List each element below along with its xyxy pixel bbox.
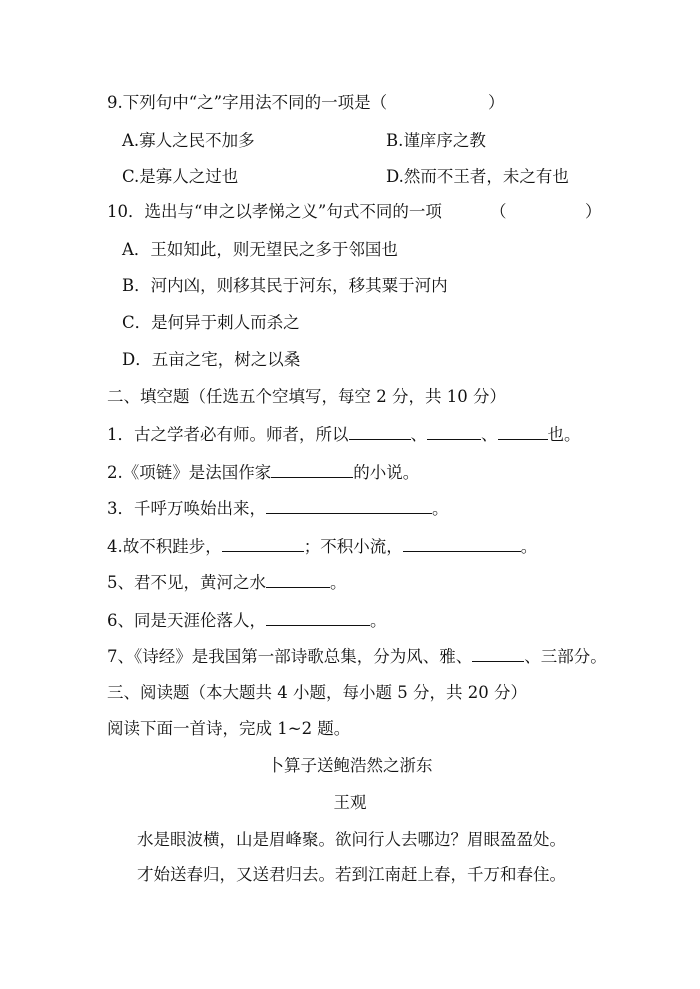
fill-item-6-end: 。 (370, 611, 387, 630)
fill-item-6 (107, 609, 387, 632)
fill-item-6-text: 6、同是天涯伦落人， (107, 611, 266, 630)
fill-item-4-text: 4.故不积跬步， (107, 537, 222, 556)
answer-blank[interactable] (472, 645, 524, 662)
fill-item-7-end: 、三部分。 (524, 647, 607, 666)
fill-item-7-text: 7、《诗经》是我国第一部诗歌总集，分为风、雅、 (107, 647, 473, 666)
q10-stem: 10．选出与“申之以孝悌之义”句式不同的一项 (107, 202, 442, 221)
q9-option-c: C.是寡人之过也 (122, 167, 239, 186)
q10-paren-close: ） (585, 202, 602, 221)
answer-blank[interactable] (222, 535, 304, 552)
q9-option-d: D.然而不王者，未之有也 (386, 167, 569, 186)
fill-item-5-text: 5、君不见，黄河之水 (107, 573, 266, 592)
poem-author: 王观 (333, 793, 367, 812)
answer-blank[interactable] (266, 609, 370, 626)
answer-blank[interactable] (427, 423, 481, 440)
section2-heading: 二、填空题（任选五个空填写，每空 2 分，共 10 分） (107, 387, 506, 406)
fill-item-3 (107, 497, 449, 520)
poem-title: 卜算子送鲍浩然之浙东 (267, 756, 433, 775)
fill-item-2-end: 的小说。 (353, 463, 420, 482)
q10-option-a: A．王如知此，则无望民之多于邻国也 (122, 240, 398, 259)
q10-option-b: B．河内凶，则移其民于河东，移其粟于河内 (122, 276, 448, 295)
q10-option-d: D．五亩之宅，树之以桑 (122, 350, 301, 369)
answer-blank[interactable] (403, 535, 521, 552)
fill-item-3-text: 3．千呼万唤始出来， (107, 499, 266, 518)
q9-option-b: B.谨庠序之教 (386, 131, 486, 150)
fill-item-4-end: 。 (520, 537, 538, 556)
q10-option-c: C．是何异于刺人而杀之 (122, 313, 300, 332)
answer-blank[interactable] (266, 497, 432, 514)
fill-item-2-text: 2.《项链》是法国作家 (107, 463, 272, 482)
q10-paren-open: （ (490, 202, 507, 221)
q9-stem (107, 92, 387, 114)
fill-item-1-text: 1．古之学者必有师。师者，所以 (107, 425, 349, 444)
fill-item-3-end: 。 (432, 499, 449, 518)
q9-option-a: A.寡人之民不加多 (122, 131, 255, 150)
poem-line-2: 才始送春归，又送君归去。若到江南赶上春，千万和春住。 (137, 865, 566, 884)
section3-instruction: 阅读下面一首诗，完成 1~2 题。 (107, 719, 351, 738)
fill-item-5-end: 。 (330, 573, 347, 592)
section3-heading: 三、阅读题（本大题共 4 小题，每小题 5 分，共 20 分） (107, 683, 527, 702)
answer-blank[interactable] (266, 571, 330, 588)
fill-item-1-end: 也。 (547, 425, 581, 444)
answer-blank[interactable] (349, 423, 411, 440)
fill-item-4 (107, 535, 537, 558)
fill-item-4-mid: ；不积小流， (303, 537, 403, 556)
q9-stem-text: 9.下列句中“之”字用法不同的一项是（ (107, 93, 388, 112)
fill-item-7 (107, 645, 607, 668)
q9-close-paren: ） (488, 93, 505, 112)
fill-item-2 (107, 461, 419, 484)
separator: 、 (410, 425, 427, 444)
answer-blank[interactable] (498, 423, 548, 440)
answer-blank[interactable] (271, 461, 353, 478)
poem-line-1: 水是眼波横，山是眉峰聚。欲问行人去哪边？眉眼盈盈处。 (137, 830, 566, 849)
fill-item-5 (107, 571, 347, 594)
fill-item-1 (107, 423, 581, 446)
separator: 、 (481, 425, 498, 444)
